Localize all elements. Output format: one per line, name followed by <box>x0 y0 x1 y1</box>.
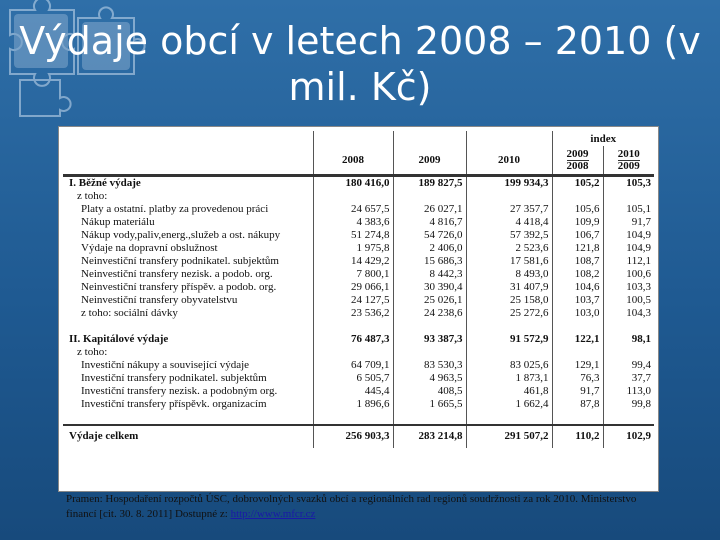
cell-2008: 4 383,6 <box>313 216 393 229</box>
col-header-2010: 2010 <box>466 146 552 175</box>
row-label: Neinvestiční transfery obyvatelstvu <box>81 293 238 306</box>
cell-index-2009-2008: 76,3 <box>552 372 603 385</box>
cell-2010: 83 025,6 <box>466 359 552 372</box>
source-link[interactable]: http://www.mfcr.cz <box>230 508 316 520</box>
cell-index-2009-2008: 106,7 <box>552 229 603 242</box>
cell-index-2009-2008: 91,7 <box>552 385 603 398</box>
table-body <box>63 175 654 448</box>
cell-2010: 461,8 <box>466 385 552 398</box>
spacer-cell <box>552 320 603 333</box>
cell-index-2009-2008: 104,6 <box>552 281 603 294</box>
cell-2010: 2 523,6 <box>466 242 552 255</box>
spacer-cell <box>313 320 393 333</box>
spacer-cell <box>393 320 466 333</box>
expenditure-table <box>63 131 654 448</box>
cell-index-2010-2009: 113,0 <box>603 385 654 398</box>
cell-2009: 30 390,4 <box>393 281 466 294</box>
row-label: Platy a ostatní. platby za provedenou práci <box>81 202 269 215</box>
cell-2009: 4 963,5 <box>393 372 466 385</box>
cell-2009: 25 026,1 <box>393 294 466 307</box>
row-label: Nákup materiálu <box>81 215 155 228</box>
cell-2009: 189 827,5 <box>393 175 466 190</box>
cell-2008: 24 127,5 <box>313 294 393 307</box>
cell-2010: 1 662,4 <box>466 398 552 411</box>
table-row <box>63 346 654 359</box>
cell-index-2009-2008: 105,2 <box>552 175 603 190</box>
cell-2010: 4 418,4 <box>466 216 552 229</box>
cell-index-2009-2008: 121,8 <box>552 242 603 255</box>
row-label: Nákup vody,paliv,energ.,služeb a ost. nákupy <box>81 228 281 241</box>
cell-2010: 25 272,6 <box>466 307 552 320</box>
cell-2009 <box>393 346 466 359</box>
cell-2009: 283 214,8 <box>393 425 466 448</box>
col-header-index-2009-2008 <box>552 146 603 175</box>
cell-2010: 25 158,0 <box>466 294 552 307</box>
cell-2008: 76 487,3 <box>313 333 393 346</box>
cell-2010: 27 357,7 <box>466 203 552 216</box>
cell-2008: 51 274,8 <box>313 229 393 242</box>
cell-2010: 8 493,0 <box>466 268 552 281</box>
row-label: Investiční transfery podnikatel. subjektům <box>81 371 267 384</box>
spacer-cell <box>466 320 552 333</box>
spacer-cell <box>63 411 313 425</box>
cell-index-2010-2009: 99,4 <box>603 359 654 372</box>
table-row <box>63 372 654 385</box>
spacer-row <box>63 411 654 425</box>
cell-2008: 445,4 <box>313 385 393 398</box>
cell-2008 <box>313 346 393 359</box>
table-header-row-top <box>63 131 654 146</box>
total-row <box>63 425 654 448</box>
cell-index-2009-2008: 105,6 <box>552 203 603 216</box>
cell-index-2009-2008: 122,1 <box>552 333 603 346</box>
cell-2010: 199 934,3 <box>466 175 552 190</box>
table-header-row <box>63 146 654 175</box>
cell-2010 <box>466 346 552 359</box>
cell-index-2009-2008 <box>552 346 603 359</box>
cell-2009: 408,5 <box>393 385 466 398</box>
table-row <box>63 333 654 346</box>
cell-index-2010-2009: 100,5 <box>603 294 654 307</box>
cell-index-2010-2009: 104,9 <box>603 229 654 242</box>
cell-2008: 1 975,8 <box>313 242 393 255</box>
spacer-cell <box>603 411 654 425</box>
cell-index-2009-2008: 108,7 <box>552 255 603 268</box>
cell-index-2009-2008: 103,0 <box>552 307 603 320</box>
cell-2010: 17 581,6 <box>466 255 552 268</box>
spacer-cell <box>603 320 654 333</box>
cell-index-2010-2009 <box>603 190 654 203</box>
table-row <box>63 385 654 398</box>
index-b-denominator: 2009 <box>617 159 640 172</box>
cell-2010 <box>466 190 552 203</box>
expenditure-table-panel <box>58 126 659 492</box>
cell-2009: 4 816,7 <box>393 216 466 229</box>
spacer-cell <box>313 411 393 425</box>
cell-2008: 24 657,5 <box>313 203 393 216</box>
cell-index-2010-2009: 99,8 <box>603 398 654 411</box>
index-a-numerator: 2009 <box>566 147 589 160</box>
row-label: Výdaje celkem <box>63 425 313 448</box>
cell-index-2010-2009: 105,3 <box>603 175 654 190</box>
cell-index-2010-2009: 91,7 <box>603 216 654 229</box>
row-label: Investiční nákupy a související výdaje <box>81 358 250 371</box>
spacer-cell <box>552 411 603 425</box>
cell-2009: 8 442,3 <box>393 268 466 281</box>
table-row <box>63 216 654 229</box>
index-header: index <box>552 131 654 146</box>
col-header-2008: 2008 <box>313 146 393 175</box>
cell-index-2010-2009: 103,3 <box>603 281 654 294</box>
table-row <box>63 307 654 320</box>
cell-2008: 14 429,2 <box>313 255 393 268</box>
table-row <box>63 294 654 307</box>
cell-2009: 93 387,3 <box>393 333 466 346</box>
spacer-cell <box>393 411 466 425</box>
cell-index-2010-2009: 104,9 <box>603 242 654 255</box>
cell-index-2010-2009: 105,1 <box>603 203 654 216</box>
cell-2010: 291 507,2 <box>466 425 552 448</box>
cell-2008: 64 709,1 <box>313 359 393 372</box>
table-row <box>63 398 654 411</box>
cell-index-2009-2008 <box>552 190 603 203</box>
cell-index-2009-2008: 108,2 <box>552 268 603 281</box>
table-row <box>63 281 654 294</box>
cell-2010: 57 392,5 <box>466 229 552 242</box>
row-label: z toho: <box>77 345 108 358</box>
cell-2010: 91 572,9 <box>466 333 552 346</box>
cell-2008: 1 896,6 <box>313 398 393 411</box>
spacer-cell <box>63 320 313 333</box>
source-text: Pramen: Hospodaření rozpočtů ÚSC, dobrovolných svazků obcí a regionálních rad regionů soudržnosti za rok 2010. Ministerstvo financí [cit. 30. 8. 2011] Dostupné z: <box>66 493 637 520</box>
cell-index-2009-2008: 87,8 <box>552 398 603 411</box>
spacer-row <box>63 320 654 333</box>
cell-index-2010-2009: 102,9 <box>603 425 654 448</box>
col-header-2009: 2009 <box>393 146 466 175</box>
table-row <box>63 175 654 190</box>
cell-index-2009-2008: 109,9 <box>552 216 603 229</box>
source-note <box>66 492 666 522</box>
cell-2008: 29 066,1 <box>313 281 393 294</box>
row-label: Neinvestiční transfery podnikatel. subjektům <box>81 254 279 267</box>
cell-2009: 1 665,5 <box>393 398 466 411</box>
cell-2008: 7 800,1 <box>313 268 393 281</box>
cell-2009: 24 238,6 <box>393 307 466 320</box>
cell-2009: 83 530,3 <box>393 359 466 372</box>
cell-index-2010-2009 <box>603 346 654 359</box>
cell-index-2009-2008: 129,1 <box>552 359 603 372</box>
index-a-denominator: 2008 <box>566 159 589 172</box>
cell-2010: 1 873,1 <box>466 372 552 385</box>
row-label: Neinvestiční transfery příspěv. a podob. org. <box>81 280 277 293</box>
table-row <box>63 229 654 242</box>
spacer-cell <box>466 411 552 425</box>
cell-2008: 256 903,3 <box>313 425 393 448</box>
row-label: II. Kapitálové výdaje <box>69 332 169 345</box>
cell-index-2010-2009: 37,7 <box>603 372 654 385</box>
cell-index-2009-2008: 110,2 <box>552 425 603 448</box>
cell-2009 <box>393 190 466 203</box>
row-label: Výdaje na dopravní obslužnost <box>81 241 218 254</box>
row-label: Investiční transfery příspěvk. organizacím <box>81 397 267 410</box>
cell-2009: 54 726,0 <box>393 229 466 242</box>
col-header-index-2010-2009 <box>603 146 654 175</box>
cell-2009: 2 406,0 <box>393 242 466 255</box>
cell-index-2009-2008: 103,7 <box>552 294 603 307</box>
page-title: Výdaje obcí v letech 2008 – 2010 (v mil. Kč) <box>19 19 701 109</box>
cell-2008: 23 536,2 <box>313 307 393 320</box>
table-row <box>63 203 654 216</box>
table-row <box>63 268 654 281</box>
cell-index-2010-2009: 112,1 <box>603 255 654 268</box>
index-b-numerator: 2010 <box>617 147 640 160</box>
cell-2008 <box>313 190 393 203</box>
row-label: z toho: <box>77 189 108 202</box>
cell-2009: 15 686,3 <box>393 255 466 268</box>
table-row <box>63 242 654 255</box>
row-label: z toho: sociální dávky <box>81 306 178 319</box>
table-row <box>63 190 654 203</box>
cell-2008: 180 416,0 <box>313 175 393 190</box>
cell-index-2010-2009: 100,6 <box>603 268 654 281</box>
cell-2008: 6 505,7 <box>313 372 393 385</box>
table-row <box>63 255 654 268</box>
row-label: Neinvestiční transfery nezisk. a podob. org. <box>81 267 273 280</box>
cell-index-2010-2009: 98,1 <box>603 333 654 346</box>
cell-index-2010-2009: 104,3 <box>603 307 654 320</box>
cell-2009: 26 027,1 <box>393 203 466 216</box>
table-row <box>63 359 654 372</box>
row-label: I. Běžné výdaje <box>69 176 141 189</box>
row-label: Investiční transfery nezisk. a podobným org. <box>81 384 278 397</box>
cell-2010: 31 407,9 <box>466 281 552 294</box>
